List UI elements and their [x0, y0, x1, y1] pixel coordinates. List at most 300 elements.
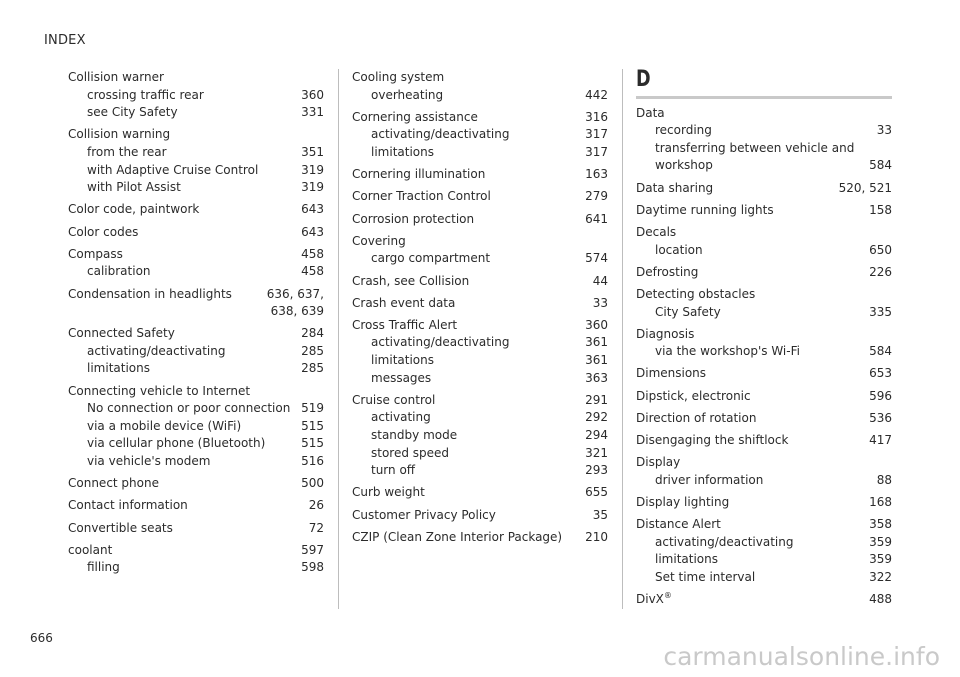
page-ref: 597 — [301, 542, 324, 557]
column-divider — [338, 69, 339, 609]
index-subentry-row — [68, 559, 324, 577]
index-subentry: messages — [371, 370, 432, 385]
page-ref: 317 — [585, 144, 608, 159]
index-term-row — [68, 69, 324, 87]
index-column-3 — [636, 69, 892, 613]
index-entry — [68, 542, 324, 577]
index-subentry-row — [352, 370, 608, 388]
index-entry — [68, 475, 324, 493]
index-subentry-row — [352, 334, 608, 352]
index-term-row — [636, 432, 892, 450]
index-term — [352, 109, 585, 127]
index-subentry: activating — [371, 410, 431, 425]
index-term — [68, 224, 301, 242]
index-subentry: overheating — [371, 87, 444, 102]
index-term-row — [68, 286, 324, 304]
page-ref: 335 — [869, 304, 892, 319]
page-ref: 33 — [876, 123, 892, 138]
index-term-row — [68, 383, 324, 401]
index-subentry-row — [636, 122, 892, 140]
index-subentry: standby mode — [371, 428, 458, 443]
index-entry — [352, 392, 608, 480]
index-entry — [352, 295, 608, 313]
index-entry — [636, 454, 892, 489]
index-subentry: limitations — [371, 353, 434, 368]
index-subentry-row — [68, 263, 324, 281]
index-entry — [636, 105, 892, 175]
index-entry — [68, 286, 324, 321]
index-term — [636, 202, 869, 220]
index-term — [636, 410, 869, 428]
page-ref: 584 — [869, 158, 892, 173]
page-ref: 319 — [301, 162, 324, 177]
index-entry — [352, 109, 608, 162]
index-entry — [352, 529, 608, 547]
index-term — [636, 494, 869, 512]
index-term — [636, 516, 869, 534]
index-subentry-row — [352, 409, 608, 427]
index-subentry-row — [68, 87, 324, 105]
index-term — [636, 326, 892, 344]
index-term — [352, 273, 593, 291]
index-entry — [636, 494, 892, 512]
index-subentry: via cellular phone (Bluetooth) — [87, 436, 266, 451]
index-term-row — [352, 109, 608, 127]
index-term-text: Dimensions — [636, 366, 707, 381]
index-term-row — [352, 188, 608, 206]
index-term-text: Convertible seats — [68, 520, 173, 535]
index-subentry-row — [68, 144, 324, 162]
index-term-row — [636, 365, 892, 383]
page-number: 666 — [30, 631, 53, 645]
index-entry — [68, 69, 324, 122]
index-term-row — [68, 475, 324, 493]
index-subentry-row — [636, 242, 892, 260]
index-term-row — [352, 317, 608, 335]
page-ref: 584 — [869, 344, 892, 359]
index-term-row — [636, 264, 892, 282]
index-subentry-row — [636, 304, 892, 322]
page-ref: 291 — [585, 392, 608, 407]
index-term-text: Connected Safety — [68, 326, 175, 341]
page-ref: 319 — [301, 180, 324, 195]
index-term — [636, 591, 869, 609]
index-term — [68, 497, 309, 515]
index-term — [352, 507, 593, 525]
page-ref: 361 — [585, 353, 608, 368]
page-ref: 351 — [301, 144, 324, 159]
index-term-text: Crash, see Collision — [352, 273, 470, 288]
index-entry — [68, 246, 324, 281]
index-term-text: Daytime running lights — [636, 202, 774, 217]
index-entry — [68, 224, 324, 242]
page-ref: 488 — [869, 592, 892, 607]
index-term-text: Condensation in headlights — [68, 286, 232, 301]
index-entry — [352, 317, 608, 387]
page-ref: 653 — [869, 366, 892, 381]
page-ref: 33 — [592, 295, 608, 310]
page-ref: 361 — [585, 335, 608, 350]
index-term-row — [352, 484, 608, 502]
index-subentry: limitations — [87, 361, 150, 376]
index-subentry: activating/deactivating — [371, 127, 510, 142]
page-ref: 636, 637, — [266, 286, 324, 301]
index-term-row — [68, 246, 324, 264]
index-term-text: Contact information — [68, 498, 188, 513]
watermark: carmanualsonline.info — [663, 642, 940, 671]
index-term-text: Collision warner — [68, 70, 164, 84]
index-term-text: Direction of rotation — [636, 410, 757, 425]
index-entry — [68, 520, 324, 538]
index-term-row — [68, 224, 324, 242]
page-ref: 168 — [869, 495, 892, 509]
index-term-text: Cornering assistance — [352, 109, 478, 124]
index-subentry-row — [352, 250, 608, 268]
page-ref: 519 — [301, 401, 324, 416]
index-term-row — [352, 166, 608, 184]
index-subentry-row — [636, 569, 892, 587]
index-term-text: Compass — [68, 246, 123, 261]
index-term-row — [352, 273, 608, 291]
page-ref: 458 — [301, 264, 324, 279]
index-column-1 — [68, 69, 324, 582]
index-term-row — [636, 326, 892, 344]
index-term-text: Collision warning — [68, 127, 171, 142]
index-term — [352, 392, 585, 410]
index-subentry-row — [636, 343, 892, 361]
index-term — [636, 224, 892, 242]
index-term — [68, 383, 324, 401]
index-term — [636, 264, 869, 282]
index-term-text: Color code, paintwork — [68, 202, 200, 217]
index-term-row — [636, 180, 892, 198]
index-subentry-row — [68, 162, 324, 180]
index-term-text: Cross Traffic Alert — [352, 317, 458, 332]
index-term-text: Covering — [352, 233, 406, 248]
index-term — [636, 365, 869, 383]
page-ref: 442 — [585, 87, 608, 102]
page-ref: 285 — [301, 343, 324, 358]
index-term-row — [636, 202, 892, 220]
page-ref: 458 — [301, 246, 324, 261]
index-term-text: Cooling system — [352, 70, 445, 84]
index-term-text: Connecting vehicle to Internet — [68, 383, 251, 398]
index-subentry-row — [636, 551, 892, 569]
index-subentry-row — [352, 445, 608, 463]
page-ref: 26 — [308, 498, 324, 513]
index-subentry: see City Safety — [87, 105, 178, 120]
page-ref: 643 — [301, 202, 324, 217]
index-entry — [352, 507, 608, 525]
index-term — [68, 286, 267, 304]
page-ref-continued: 638, 639 — [270, 304, 324, 319]
index-entry — [636, 264, 892, 282]
index-term-text: Corrosion protection — [352, 211, 475, 226]
index-term — [352, 188, 585, 206]
index-subentry: turn off — [371, 463, 416, 478]
page-ref: 598 — [301, 560, 324, 575]
index-entry — [636, 286, 892, 321]
index-subentry: City Safety — [655, 304, 721, 319]
index-term-text: Corner Traction Control — [352, 189, 491, 204]
index-entry — [352, 69, 608, 104]
index-term — [68, 246, 301, 264]
index-term-row — [636, 286, 892, 304]
index-term-text: Connect phone — [68, 476, 159, 491]
page-ref: 72 — [308, 520, 324, 535]
page-ref: 515 — [301, 418, 324, 433]
page-ref: 500 — [301, 476, 324, 491]
page-ref: 322 — [869, 569, 892, 584]
page-ref: 520, 521 — [838, 180, 892, 195]
page-ref: 359 — [869, 534, 892, 549]
index-subentry-row — [68, 400, 324, 418]
index-term — [352, 295, 593, 313]
index-term-text: DivX — [636, 592, 664, 607]
registered-mark: ® — [663, 591, 672, 601]
index-term-row — [636, 224, 892, 242]
index-term-row — [352, 233, 608, 251]
index-term-text: Data sharing — [636, 180, 714, 195]
index-term — [352, 69, 608, 87]
index-term-row — [636, 410, 892, 428]
page-ref: 655 — [585, 485, 608, 500]
page-ref: 284 — [301, 326, 324, 341]
index-term — [352, 317, 585, 335]
index-term-row — [636, 591, 892, 609]
column-divider — [622, 69, 623, 609]
index-subentry-row — [68, 104, 324, 122]
index-subentry-row — [352, 144, 608, 162]
index-subentry-row — [68, 343, 324, 361]
index-term — [352, 166, 585, 184]
index-subentry: limitations — [371, 144, 434, 159]
page-ref: 210 — [585, 529, 608, 544]
page-ref: 293 — [585, 463, 608, 478]
page-ref: 88 — [876, 472, 892, 487]
page-ref: 596 — [869, 388, 892, 403]
index-subentry: with Adaptive Cruise Control — [87, 162, 259, 177]
index-subentry-row — [68, 435, 324, 453]
page-ref: 279 — [585, 189, 608, 204]
index-subentry: cargo compartment — [371, 251, 491, 266]
index-entry — [636, 326, 892, 361]
index-subentry: activating/deactivating — [87, 343, 226, 358]
index-entry — [636, 410, 892, 428]
index-entry — [636, 180, 892, 198]
index-term-row — [68, 542, 324, 560]
index-term-row — [352, 529, 608, 547]
page-ref: 158 — [869, 202, 892, 217]
index-subentry: No connection or poor connection — [87, 401, 291, 416]
index-entry — [68, 383, 324, 471]
index-entry — [636, 224, 892, 259]
index-entry — [352, 166, 608, 184]
page-ref: 359 — [869, 552, 892, 567]
index-term-row — [352, 295, 608, 313]
index-term-text: CZIP (Clean Zone Interior Package) — [352, 529, 563, 544]
index-term-row — [68, 201, 324, 219]
index-term — [68, 475, 301, 493]
index-subentry: recording — [655, 123, 712, 138]
index-term — [636, 180, 839, 198]
index-term-row — [636, 494, 892, 512]
index-subentry: stored speed — [371, 445, 450, 460]
page-ref: 574 — [585, 251, 608, 266]
index-subentry: with Pilot Assist — [87, 180, 181, 195]
page-ref: 321 — [585, 445, 608, 460]
page-ref: 292 — [585, 410, 608, 425]
index-term-row — [352, 392, 608, 410]
index-subentry-row — [636, 472, 892, 490]
index-term-text: Display — [636, 455, 681, 470]
index-term-text: Decals — [636, 224, 677, 239]
index-subentry-row — [68, 453, 324, 471]
index-entry — [68, 201, 324, 219]
index-subentry: activating/deactivating — [655, 534, 794, 549]
index-entry — [636, 202, 892, 220]
index-term-text: Curb weight — [352, 485, 425, 500]
index-subentry-row — [68, 418, 324, 436]
index-subentry: via the workshop's Wi-Fi — [655, 344, 800, 359]
index-term — [636, 388, 869, 406]
index-term-row — [68, 126, 324, 144]
index-term-row — [68, 520, 324, 538]
index-term-row — [352, 69, 608, 87]
index-term-row — [68, 497, 324, 515]
index-term — [68, 126, 324, 144]
index-subentry: from the rear — [87, 144, 167, 159]
page-ref: 641 — [585, 211, 608, 226]
index-entry — [352, 233, 608, 268]
index-term-row — [636, 388, 892, 406]
index-term-text: Color codes — [68, 224, 139, 239]
index-entry — [68, 497, 324, 515]
index-term-row — [352, 211, 608, 229]
page-ref: 44 — [592, 273, 608, 288]
index-term — [352, 529, 585, 547]
index-subentry: Set time interval — [655, 569, 756, 584]
index-entry — [636, 432, 892, 450]
index-subentry: filling — [87, 560, 120, 575]
index-term-text: Diagnosis — [636, 326, 695, 341]
index-subentry: location — [655, 242, 703, 257]
page-ref: 294 — [585, 428, 608, 443]
page-ref: 360 — [301, 87, 324, 102]
index-term-text: Data — [636, 105, 665, 120]
page-ref: 163 — [585, 167, 608, 182]
page-ref: 35 — [592, 507, 608, 522]
index-term-text: Cornering illumination — [352, 167, 486, 182]
index-term — [636, 286, 892, 304]
page-ref: 226 — [869, 264, 892, 279]
page-ref: 536 — [869, 410, 892, 425]
index-entry — [352, 484, 608, 502]
page-ref: 317 — [585, 127, 608, 142]
index-subentry-row — [352, 427, 608, 445]
index-entry — [352, 273, 608, 291]
index-term — [68, 69, 324, 87]
index-subentry-row — [352, 462, 608, 480]
page-ref: 316 — [585, 109, 608, 124]
index-term — [68, 542, 301, 560]
index-subentry: activating/deactivating — [371, 335, 510, 350]
index-subentry: via vehicle's modem — [87, 454, 211, 469]
index-entry — [636, 591, 892, 609]
page-ref: 650 — [869, 242, 892, 257]
index-term-text: Customer Privacy Policy — [352, 507, 496, 522]
index-term-row — [352, 507, 608, 525]
index-subentry-row — [636, 140, 892, 175]
index-entry — [352, 188, 608, 206]
index-subentry-row — [68, 179, 324, 197]
index-term-row — [68, 325, 324, 343]
index-subentry: crossing traffic rear — [87, 87, 204, 102]
letter-heading — [636, 69, 892, 99]
page-ref: 516 — [301, 454, 324, 469]
index-entry — [352, 211, 608, 229]
index-term-text: coolant — [68, 542, 113, 557]
index-term-text: Detecting obstacles — [636, 286, 756, 301]
index-term — [636, 105, 892, 123]
index-term — [68, 520, 309, 538]
index-term-row — [636, 454, 892, 472]
index-subentry-row — [68, 360, 324, 378]
index-subentry-row — [352, 352, 608, 370]
page-ref: 358 — [869, 517, 892, 532]
page-header-title: INDEX — [44, 33, 86, 48]
page-ref: 643 — [301, 224, 324, 239]
index-term-text: Cruise control — [352, 392, 436, 407]
index-term — [636, 432, 869, 450]
index-entry — [636, 365, 892, 383]
index-subentry: transferring between vehicle and workshop — [655, 140, 855, 173]
index-term-text: Display lighting — [636, 495, 730, 509]
index-term-text: Crash event data — [352, 295, 456, 310]
index-term-row — [636, 516, 892, 534]
index-term — [68, 325, 301, 343]
index-term-text: Disengaging the shiftlock — [636, 433, 789, 448]
page-ref: 363 — [585, 370, 608, 385]
index-entry — [636, 516, 892, 586]
page-ref: 360 — [585, 317, 608, 332]
index-subentry: driver information — [655, 472, 764, 487]
index-term-row — [636, 105, 892, 123]
index-term — [636, 454, 892, 472]
index-term-text: Distance Alert — [636, 517, 721, 532]
index-term — [352, 211, 585, 229]
index-column-2 — [352, 69, 608, 551]
index-term — [352, 484, 585, 502]
index-subentry: via a mobile device (WiFi) — [87, 418, 242, 433]
index-entry — [68, 126, 324, 196]
page-ref: 285 — [301, 361, 324, 376]
index-term — [352, 233, 608, 251]
index-subentry: calibration — [87, 264, 151, 279]
index-term — [68, 201, 301, 219]
index-term-text: Dipstick, electronic — [636, 388, 751, 403]
index-subentry-row — [352, 87, 608, 105]
index-subentry: limitations — [655, 552, 718, 567]
index-entry — [636, 388, 892, 406]
index-subentry-row — [636, 534, 892, 552]
letter-heading-glyph: D — [636, 67, 651, 92]
index-term-text: Defrosting — [636, 264, 699, 279]
page-ref: 515 — [301, 436, 324, 451]
index-subentry-row — [352, 126, 608, 144]
page-ref: 417 — [869, 433, 892, 448]
index-entry — [68, 325, 324, 378]
